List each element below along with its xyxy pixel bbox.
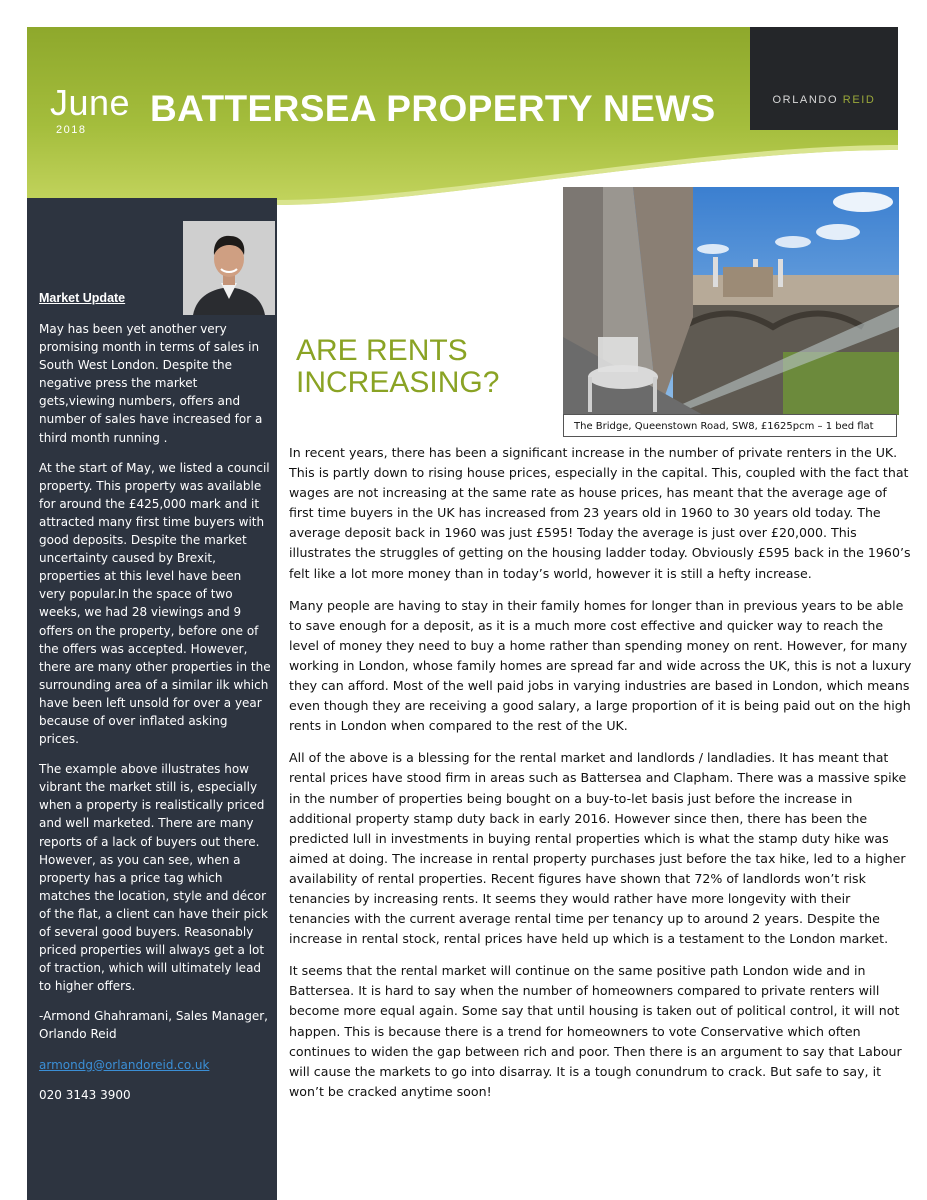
- sidebar-paragraph: May has been yet another very promising month in terms of sales in South West London. Despite the negative press the market gets,viewing numbers, offers and number of sales have increased for a third month running .: [39, 322, 263, 445]
- orlando-reid-logo: [750, 27, 898, 130]
- sales-manager-portrait: [183, 221, 275, 315]
- photo-caption: The Bridge, Queenstown Road, SW8, £1625pcm – 1 bed flat: [563, 414, 897, 437]
- sidebar-paragraph: The example above illustrates how vibrant the market still is, especially when a property is realistically priced and well marketed. There are many reports of a lack of buyers out there. However, as you can see, when a property has a price tag which matches the location, style and décor of the flat, a client can have their pick of several good buyers. Reasonably priced properties will always get a lot of traction, which will ultimately lead to higher offers.: [39, 762, 268, 994]
- article-paragraph: All of the above is a blessing for the rental market and landlords / landladies. It has meant that rental prices have stood firm in areas such as Battersea and Clapham. There was a massive spike in the number of properties being bought on a buy-to-let basis just before the increase in additional property stamp duty back in early 2016. However since then, there has been the predicted lull in investments in buying rental properties which is what the stamp duty hike was aimed at doing. The increase in rental property purchases just before the tax hike, led to a higher availability of rental properties. Recent figures have shown that 72% of landlords won’t risk tenancies by increasing rents. It seems they would rather have more longevity with their tenancies with the current average rental time per tenancy up to around 2 years. Despite the increase in rental stock, rental prices have held up which is a testament to the London market.: [289, 750, 907, 947]
- article-paragraph: It seems that the rental market will continue on the same positive path London wide and in Battersea. It is hard to say when the number of homeowners compared to private renters will become more equal again. Some say that until housing is taken out of political control, it will not happen. This is because there is a trend for homeowners to vote Conservative which often continues to widen the gap between rich and poor. Then there is an argument to say that Labour will cause the markets to go into disarray. It is a tough conundrum to crack. But safe to say, it won’t be cracked anytime soon!: [289, 963, 902, 1099]
- author-signature: -Armond Ghahramani, Sales Manager, Orlando Reid: [39, 1009, 268, 1042]
- market-update-heading: Market Update: [39, 291, 126, 305]
- issue-year: 2018: [56, 124, 87, 136]
- sidebar-paragraph: At the start of May, we listed a council property. This property was available for around the £425,000 mark and it attracted many first time buyers with good deposits. Despite the market uncertainty caused by Brexit, properties at this level have been very popular.In the space of two weeks, we had 28 viewings and 9 offers on the property, before one of the offers was accepted. However, there are many other properties in the surrounding area of a similar ilk which have been left unsold for over a year because of over inflated asking prices.: [39, 460, 271, 747]
- headline-line-1: ARE RENTS: [296, 334, 468, 367]
- headline-line-2: INCREASING?: [296, 366, 500, 399]
- article-headline: [296, 335, 499, 399]
- article-paragraph: Many people are having to stay in their family homes for longer than in previous years to be able to save enough for a deposit, as it is a much more cost effective and quicker way to reach the level of money they need to buy a home rather than spending money on rent. However, for many working in London, whose family homes are spread far and wide across the UK, this is not a luxury they can afford. Most of the well paid jobs in varying industries are based in London, which means even though they are receiving a good salary, a large proportion of it is being paid out on the high rents in London when compared to the rest of the UK.: [289, 597, 912, 734]
- issue-month: June: [50, 82, 131, 123]
- property-photo: [563, 187, 899, 415]
- logo-word-orlando: ORLANDO: [772, 94, 839, 106]
- article-paragraph: In recent years, there has been a significant increase in the number of private renters in the UK. This is partly down to rising house prices, especially in the capital. This, coupled with the fact that wages are not increasing at the same rate as house prices, has meant that the average age of first time buyers in the UK has increased from 23 years old in 1960 to 30 years old today. The average deposit back in 1960 was just £595! Today the average is just over £20,000. This illustrates the struggles of getting on the housing ladder today. Obviously £595 back in the 1960’s felt like a lot more money than in today’s world, however it is still a hefty increase.: [289, 445, 911, 581]
- header-banner: [0, 0, 927, 215]
- phone-number: 020 3143 3900: [39, 1087, 131, 1102]
- logo-word-reid: REID: [842, 94, 876, 106]
- market-update-text: [39, 320, 271, 1116]
- email-link[interactable]: armondg@orlandoreid.co.uk: [39, 1057, 210, 1072]
- newsletter-title: BATTERSEA PROPERTY NEWS: [150, 88, 716, 129]
- article-body: [289, 443, 915, 1114]
